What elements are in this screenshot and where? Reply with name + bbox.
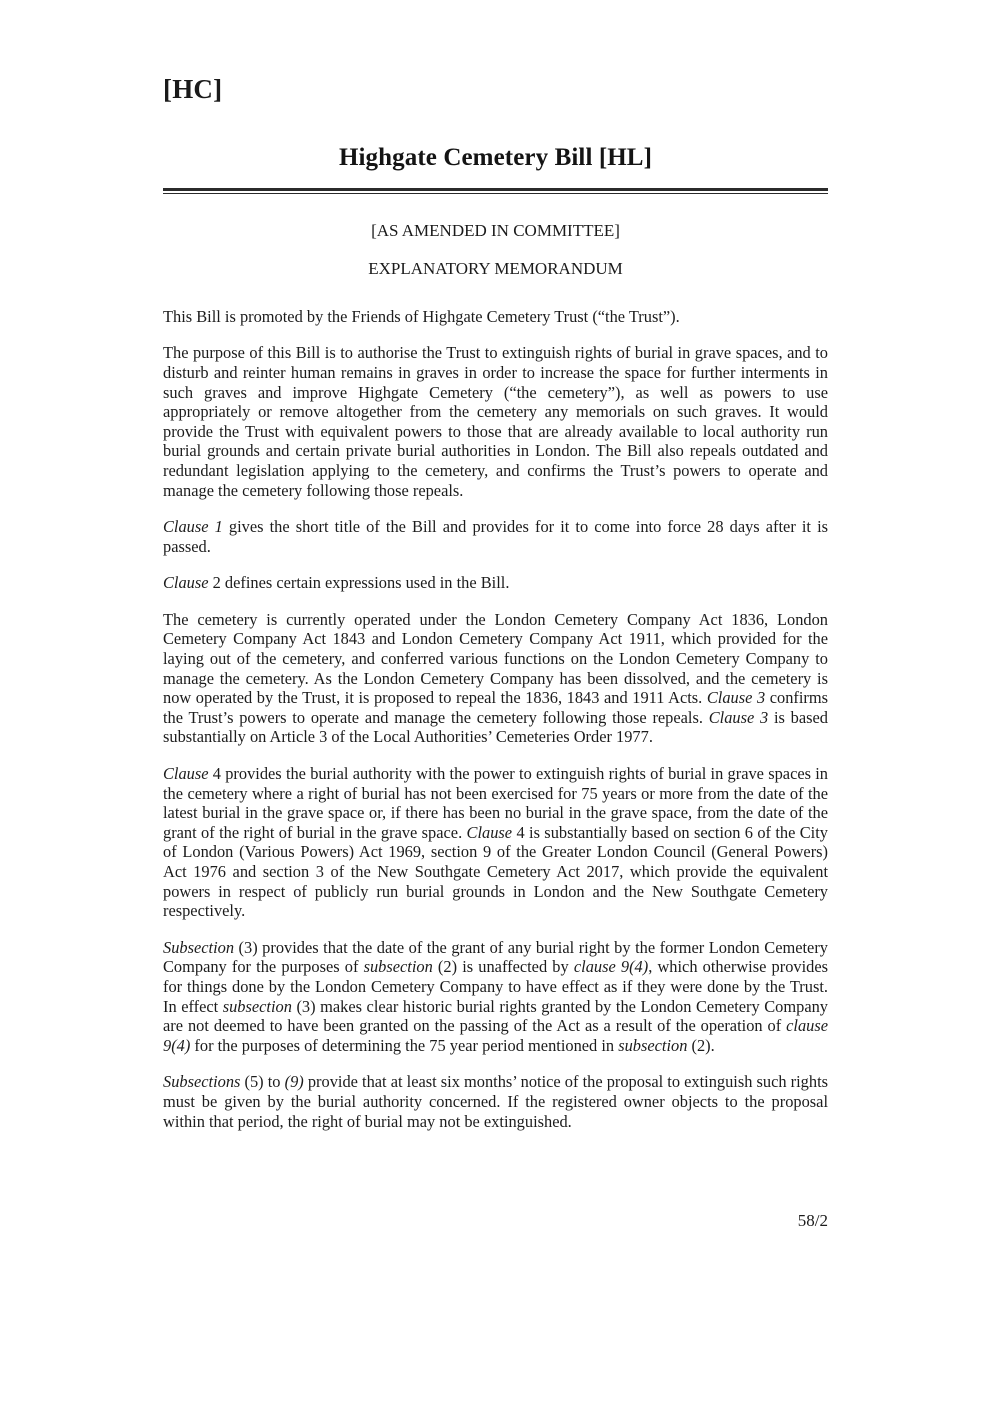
text-run: 4 is substantially based on section 6 of the City of London (Various Powers) Act 1969, section 9 of the Greater London Council (General Powers) Act 1976 and section 3 of the New Southgate Cemetery Act 2017, which provide the equivalent powers in respect of publicly run burial grounds in London and the New Southgate Cemetery respectively. bbox=[163, 822, 828, 921]
text-run: provide that at least six months’ notice of the proposal to extinguish such rights must be given by the burial authority concerned. If the registered owner objects to the proposal within that period, the right of burial may not be extinguished. bbox=[163, 1072, 829, 1131]
text-run: is based substantially on Article 3 of the Local Authorities’ Cemeteries Order 1977. bbox=[163, 707, 828, 747]
p-clause-4 bbox=[163, 764, 828, 921]
text-run: The cemetery is currently operated under the London Cemetery Company Act 1836, London Cemetery Company Act 1843 and London Cemetery Company Act 1911, which provided for the laying out of the cemetery, and conferred various functions on the London Cemetery Company to manage the cemetery. As the London Cemetery Company has been dissolved, and the cemetery is now operated by the Trust, it is proposed to repeal the 1836, 1843 and 1911 Acts. bbox=[163, 609, 828, 708]
house-marker: [HC] bbox=[163, 74, 223, 104]
italic-reference: subsection bbox=[618, 1035, 688, 1055]
text-run: (3) provides that the date of the grant of any burial right by the former London Cemetery Company for the purposes of bbox=[163, 937, 828, 977]
text-run: gives the short title of the Bill and provides for it to come into force 28 days after it is passed. bbox=[163, 517, 828, 556]
p-clause-2 bbox=[163, 573, 828, 593]
italic-reference: subsection bbox=[363, 957, 433, 977]
text-run: The purpose of this Bill is to authorise the Trust to extinguish rights of burial in grave spaces, and to disturb and reinter human remains in graves in order to increase the space for further interments in such graves and improve Highgate Cemetery (“the cemetery”), as well as powers to use appropriately or remove altogether from the cemetery any memorials on such graves. It would provide the Trust with equivalent powers to those that are already available to local authority run burial grounds and certain private burial authorities in London. The Bill also repeals outdated and redundant legislation applying to the cemetery, and confirms the Trust’s powers to operate and manage the cemetery following those repeals. bbox=[163, 343, 828, 500]
memorandum-heading: EXPLANATORY MEMORANDUM bbox=[368, 258, 623, 278]
text-run: confirms the Trust’s powers to operate and manage the cemetery following those repeals. bbox=[163, 688, 828, 727]
document-content bbox=[163, 0, 828, 1148]
italic-reference: Clause 1 bbox=[163, 517, 223, 537]
italic-reference: Clause 3 bbox=[708, 707, 769, 727]
italic-reference: clause 9(4) bbox=[573, 957, 649, 977]
text-run: (2). bbox=[687, 1035, 715, 1055]
amendment-status-line: [AS AMENDED IN COMMITTEE] bbox=[371, 221, 620, 241]
italic-reference: Clause bbox=[163, 573, 209, 593]
page-title: Highgate Cemetery Bill [HL] bbox=[338, 144, 653, 171]
italic-reference: Clause bbox=[163, 764, 209, 784]
italic-reference: clause 9(4) bbox=[163, 1016, 828, 1055]
italic-reference: Subsection bbox=[163, 937, 235, 957]
italic-reference: Subsections bbox=[163, 1072, 241, 1092]
footer-page-number: 58/2 bbox=[797, 1211, 828, 1230]
italic-reference: (9) bbox=[284, 1072, 304, 1092]
p-promoter bbox=[163, 307, 828, 327]
explanatory-memorandum-body bbox=[163, 307, 828, 1131]
p-clause-1 bbox=[163, 517, 828, 556]
p-subsection-3 bbox=[163, 938, 828, 1056]
title-divider bbox=[163, 188, 828, 194]
text-run: , which otherwise provides for things done by the London Cemetery Company to have effect as if they were done by the Trust. In effect bbox=[163, 957, 828, 1016]
p-subsections-5-9 bbox=[163, 1072, 828, 1131]
text-run: (5) to bbox=[240, 1072, 285, 1092]
text-run: for the purposes of determining the 75 year period mentioned in bbox=[190, 1035, 619, 1055]
text-run: This Bill is promoted by the Friends of Highgate Cemetery Trust (“the Trust”). bbox=[163, 306, 680, 326]
text-run: (3) makes clear historic burial rights granted by the London Cemetery Company are not deemed to have been granted on the passing of the Act as a result of the operation of bbox=[163, 996, 828, 1036]
text-run: 4 provides the burial authority with the power to extinguish rights of burial in grave spaces in the cemetery where a right of burial has not been exercised for 75 years or more from the date of the latest burial in the grave space or, if there has been no burial in the grave space, from the date of the grant of the right of burial in the grave space. bbox=[163, 764, 828, 842]
italic-reference: Clause bbox=[466, 822, 513, 842]
italic-reference: subsection bbox=[222, 996, 292, 1016]
text-run: (2) is unaffected by bbox=[432, 957, 574, 977]
italic-reference: Clause 3 bbox=[706, 688, 766, 708]
text-run: 2 defines certain expressions used in the Bill. bbox=[208, 573, 510, 593]
p-purpose bbox=[163, 343, 828, 500]
p-current-operation bbox=[163, 610, 828, 747]
